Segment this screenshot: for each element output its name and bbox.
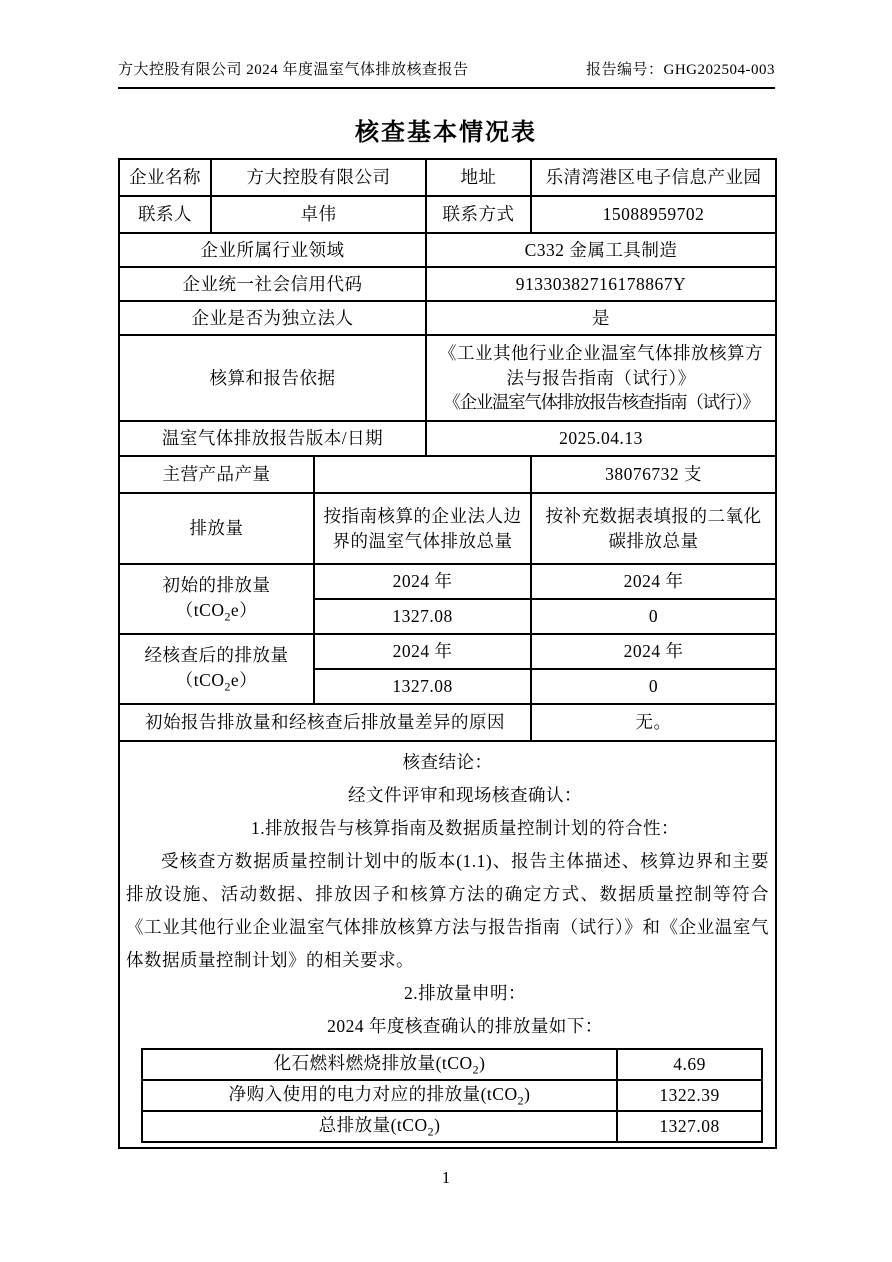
industry-value: C332 金属工具制造 xyxy=(426,233,776,267)
emission-label: 排放量 xyxy=(119,493,314,564)
verified-emission-value-1: 1327.08 xyxy=(314,669,531,704)
industry-label: 企业所属行业领域 xyxy=(119,233,426,267)
verified-emission-label: 经核查后的排放量（tCO$_2$e） xyxy=(119,634,314,704)
header-document-title: 方大控股有限公司 2024 年度温室气体排放核查报告 xyxy=(118,62,469,78)
table-row xyxy=(119,741,776,1148)
initial-emission-value-1: 1327.08 xyxy=(314,599,531,634)
independent-legal-label: 企业是否为独立法人 xyxy=(119,301,426,335)
conclusion-cell xyxy=(119,741,776,1148)
difference-reason-label: 初始报告排放量和经核查后排放量差异的原因 xyxy=(119,704,531,741)
basis-label: 核算和报告依据 xyxy=(119,335,426,421)
contact-label: 联系人 xyxy=(119,196,211,233)
basis-guide-2: 《企业温室气体排放报告核查指南（试行）》 xyxy=(443,392,759,413)
report-version-value: 2025.04.13 xyxy=(426,421,776,456)
initial-emission-label: 初始的排放量（tCO$_2$e） xyxy=(119,564,314,634)
address-label: 地址 xyxy=(426,159,531,196)
table-row xyxy=(119,159,776,196)
basic-info-table xyxy=(118,158,777,1149)
product-output-label: 主营产品产量 xyxy=(119,456,314,493)
independent-legal-value: 是 xyxy=(426,301,776,335)
contact-method-label: 联系方式 xyxy=(426,196,531,233)
header-report-number: 报告编号：GHG202504-003 xyxy=(586,62,775,78)
table-row xyxy=(119,267,776,301)
table-row xyxy=(142,1080,762,1111)
table-row xyxy=(119,634,776,669)
conclusion-paragraph-4: 2.排放量申明： xyxy=(403,982,527,1003)
fossil-fuel-emission-value: 4.69 xyxy=(617,1049,762,1080)
report-version-label: 温室气体排放报告版本/日期 xyxy=(119,421,426,456)
product-output-empty-cell xyxy=(314,456,531,493)
table-row xyxy=(119,233,776,267)
credit-code-value: 91330382716178867Y xyxy=(426,267,776,301)
table-row xyxy=(119,301,776,335)
contact-value: 卓伟 xyxy=(211,196,426,233)
page-header xyxy=(118,58,775,89)
page-title: 核查基本情况表 xyxy=(355,120,537,146)
verified-emission-value-2: 0 xyxy=(531,669,776,704)
table-row xyxy=(119,456,776,493)
company-name-label: 企业名称 xyxy=(119,159,211,196)
initial-emission-year-2: 2024 年 xyxy=(531,564,776,599)
purchased-electricity-emission-value: 1322.39 xyxy=(617,1080,762,1111)
product-output-value: 38076732 支 xyxy=(531,456,776,493)
table-row xyxy=(119,493,776,564)
conclusion-paragraph-2: 1.排放报告与核算指南及数据质量控制计划的符合性： xyxy=(250,817,680,838)
table-row xyxy=(119,196,776,233)
company-name-value: 方大控股有限公司 xyxy=(211,159,426,196)
verified-emission-year-1: 2024 年 xyxy=(314,634,531,669)
address-value: 乐清湾港区电子信息产业园 xyxy=(531,159,776,196)
emission-col1-header: 按指南核算的企业法人边界的温室气体排放总量 xyxy=(314,493,531,564)
emissions-summary-table xyxy=(141,1048,763,1143)
conclusion-paragraph-5: 2024 年度核查确认的排放量如下： xyxy=(327,1015,603,1036)
contact-method-value: 15088959702 xyxy=(531,196,776,233)
page-number: 1 xyxy=(441,1168,451,1187)
verified-emission-year-2: 2024 年 xyxy=(531,634,776,669)
emission-col2-header: 按补充数据表填报的二氧化碳排放总量 xyxy=(531,493,776,564)
credit-code-label: 企业统一社会信用代码 xyxy=(119,267,426,301)
fossil-fuel-emission-label: 化石燃料燃烧排放量(tCO$_2$) xyxy=(142,1049,617,1080)
purchased-electricity-emission-label: 净购入使用的电力对应的排放量(tCO$_2$) xyxy=(142,1080,617,1111)
initial-emission-value-2: 0 xyxy=(531,599,776,634)
table-row xyxy=(119,704,776,741)
table-row xyxy=(119,564,776,599)
table-row xyxy=(142,1111,762,1142)
total-emission-label: 总排放量(tCO$_2$) xyxy=(142,1111,617,1142)
conclusion-heading: 核查结论： xyxy=(402,751,493,772)
table-row xyxy=(119,421,776,456)
conclusion-paragraph-3: 受核查方数据质量控制计划中的版本(1.1)、报告主体描述、核算边界和主要排放设施、活动数据、排放因子和核算方法的确定方式、数据质量控制等符合《工业其他行业企业温室气体排放核算方法与报告指南（试行）》和《企业温室气体数据质量控制计划》的相关要求。 xyxy=(126,850,769,970)
difference-reason-value: 无。 xyxy=(531,704,776,741)
initial-emission-year-1: 2024 年 xyxy=(314,564,531,599)
table-row xyxy=(142,1049,762,1080)
basis-guide-1: 《工业其他行业企业温室气体排放核算方法与报告指南（试行）》 xyxy=(439,343,763,388)
total-emission-value: 1327.08 xyxy=(617,1111,762,1142)
basis-value xyxy=(426,335,776,421)
conclusion-paragraph-1: 经文件评审和现场核查确认： xyxy=(348,784,582,805)
table-row xyxy=(119,335,776,421)
